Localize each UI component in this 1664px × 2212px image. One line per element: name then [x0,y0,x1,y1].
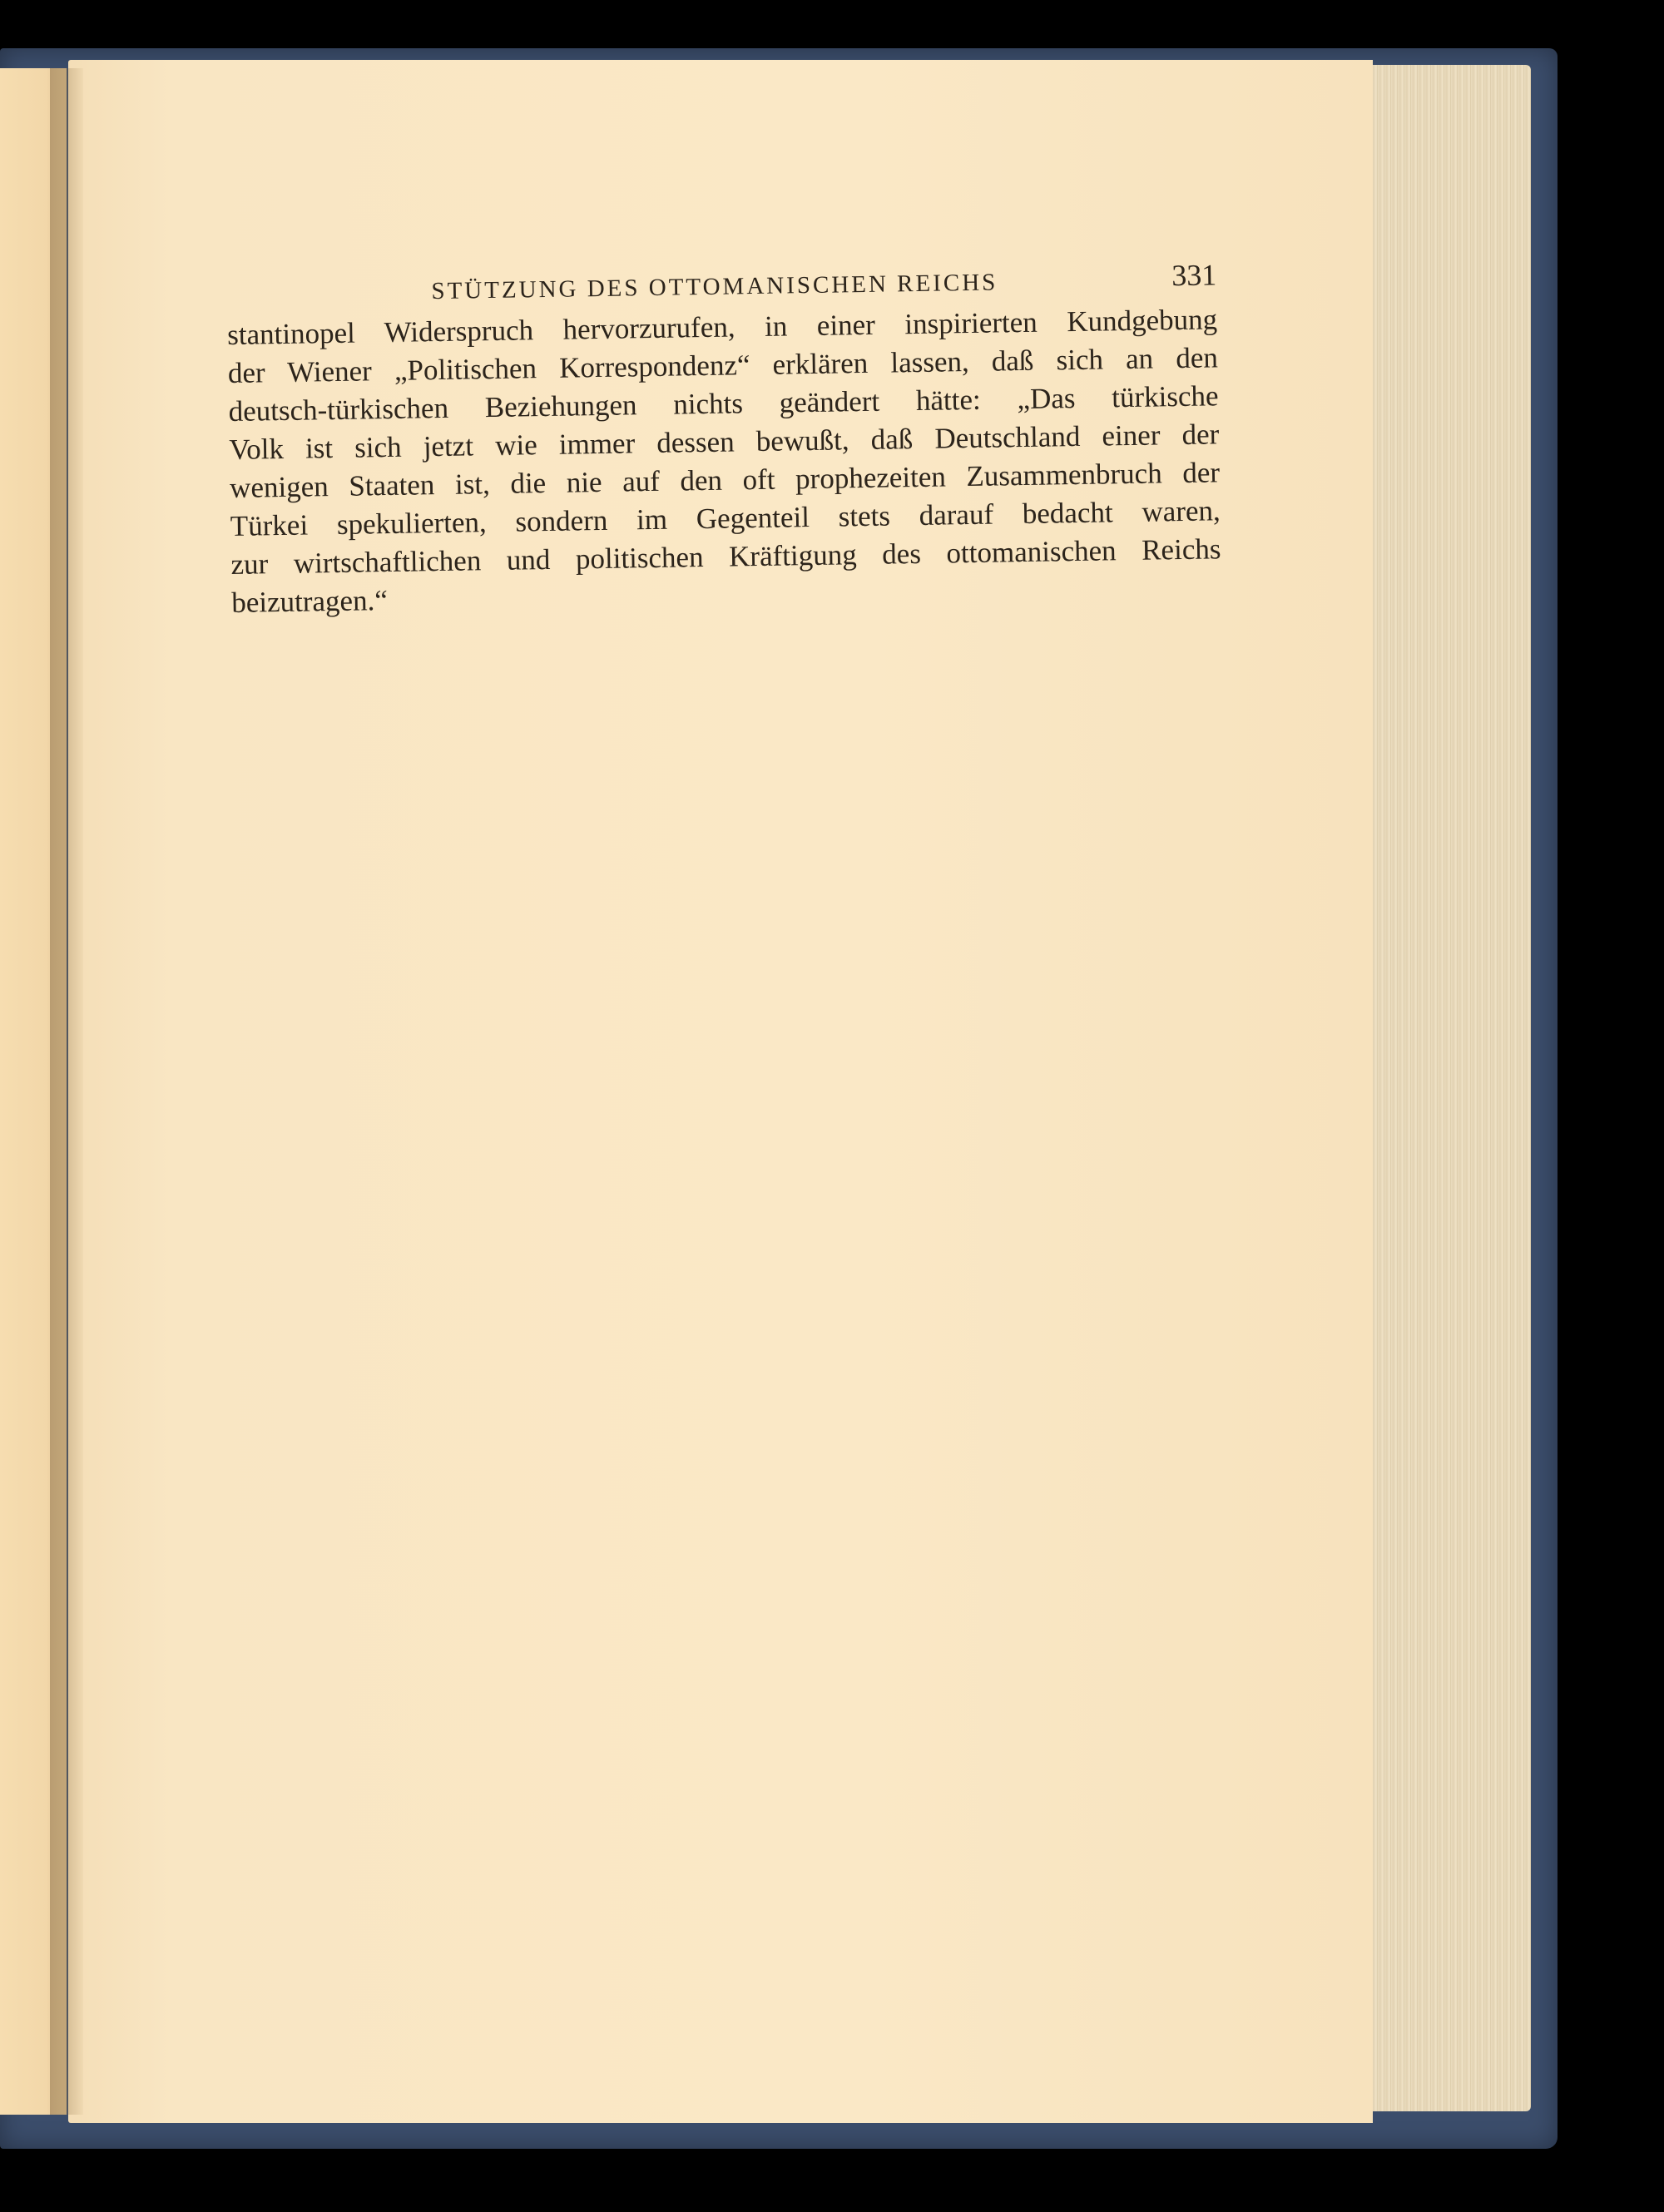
page-number: 331 [1171,258,1217,293]
page-edges [1364,65,1531,2111]
text-line: zur wirtschaftlichen und politischen Kräftigung des ottomanischen Reichs [230,532,1221,581]
running-title: STÜTZUNG DES OTTOMANISCHEN REICHS [431,269,998,305]
text-line: beizutragen.“ [230,584,389,619]
text-line: deutsch-türkischen Beziehungen nichts geändert hätte: „Das türkische [228,379,1219,428]
page-content [226,254,1222,622]
text-line: der Wiener „Politischen Korrespondenz“ erklären lassen, daß sich an den [227,341,1219,389]
right-page [68,60,1373,2123]
text-line: Volk ist sich jetzt wie immer dessen bewußt, daß Deutschland einer der [229,418,1220,466]
text-line: wenigen Staaten ist, die nie auf den oft prophezeiten Zusammenbruch der [229,456,1221,504]
text-line: stantinopel Widerspruch hervorzurufen, in einer inspirierten Kundgebung [226,303,1218,351]
body-text [227,300,1222,622]
gutter-shadow [50,68,83,2115]
text-line: Türkei spekulierten, sondern im Gegenteil stets darauf bedacht waren, [230,494,1221,542]
